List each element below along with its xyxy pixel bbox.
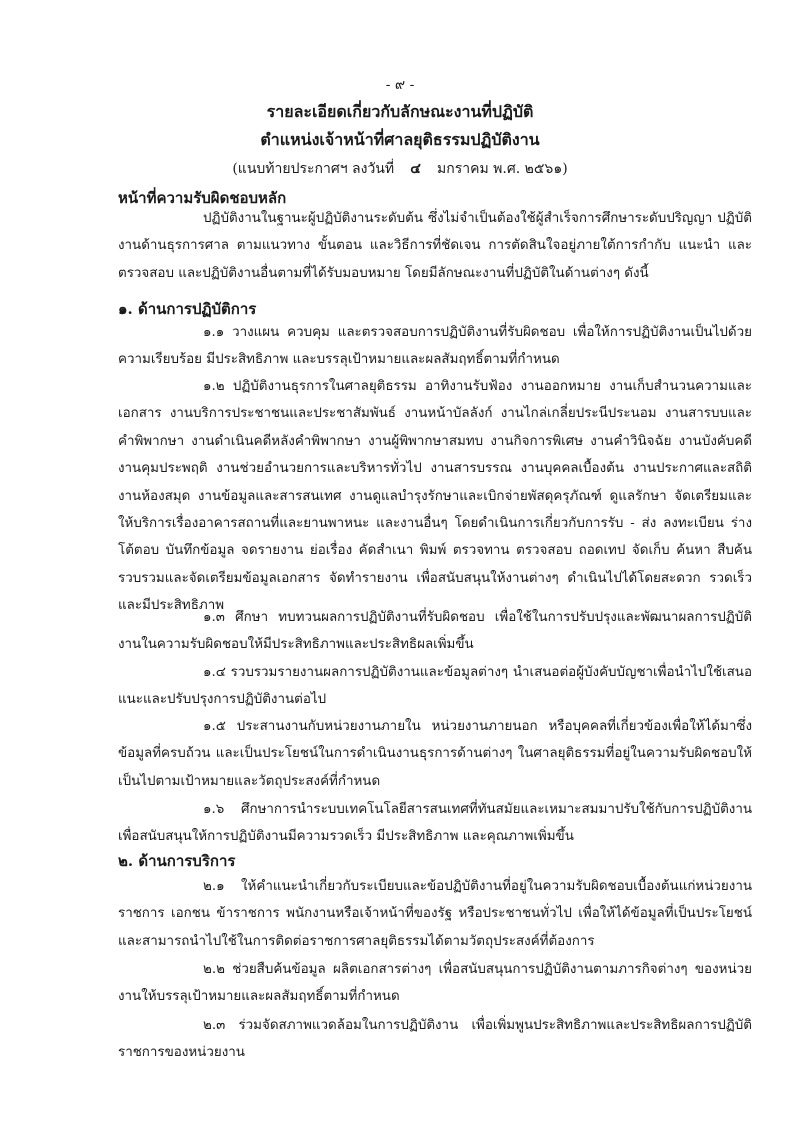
annex-suffix: มกราคม พ.ศ. ๒๕๖๑) (437, 161, 568, 177)
section2-item-3: ๒.๓ ร่วมจัดสภาพแวดล้อมในการปฏิบัติงาน เพื่อเพิ่มพูนประสิทธิภาพและประสิทธิผลการปฏิบัติราชการของหน่วยงาน (118, 1018, 752, 1061)
section2-item-2: ๒.๒ ช่วยสืบค้นข้อมูล ผลิตเอกสารต่างๆ เพื่อสนับสนุนการปฏิบัติงานตามภารกิจต่างๆ ของหน่วยงานให้บรรลุเป้าหมายและผลสัมฤทธิ์ตามที่กำหนด (118, 962, 752, 1005)
section2-heading: ๒. ด้านการบริการ (118, 852, 236, 870)
section1-item-5: ๑.๕ ประสานงานกับหน่วยงานภายใน หน่วยงานภายนอก หรือบุคคลที่เกี่ยวข้องเพื่อให้ได้มาซึ่งข้อมูลที่ครบถ้วน และเป็นประโยชน์ในการดำเนินงานธุรการด้านต่างๆ ในศาลยุติธรรมที่อยู่ในความรับผิดชอบให้เป็นไปตามเป้าหมายและวัตถุประสงค์ที่กำหนด (118, 719, 752, 789)
annex-date-line (0, 158, 800, 180)
annex-day: ๔ (410, 161, 421, 177)
section1-item-1: ๑.๑ วางแผน ควบคุม และตรวจสอบการปฏิบัติงานที่รับผิดชอบ เพื่อให้การปฏิบัติงานเป็นไปด้วยความเรียบร้อย มีประสิทธิภาพ และบรรลุเป้าหมายและผลสัมฤทธิ์ตามที่กำหนด (118, 325, 752, 368)
document-title: รายละเอียดเกี่ยวกับลักษณะงานที่ปฏิบัติ (266, 102, 534, 121)
section1-item-6: ๑.๖ ศึกษาการนำระบบเทคโนโลยีสารสนเทศที่ทันสมัยและเหมาะสมมาปรับใช้กับการปฏิบัติงาน เพื่อสนับสนุนให้การปฏิบัติงานมีความรวดเร็ว มีประสิทธิภาพ และคุณภาพเพิ่มขึ้น (118, 802, 752, 845)
section2-item-1: ๒.๑ ให้คำแนะนำเกี่ยวกับระเบียบและข้อปฏิบัติงานที่อยู่ในความรับผิดชอบเบื้องต้นแก่หน่วยงานราชการ เอกชน ข้าราชการ พนักงานหรือเจ้าหน้าที่ของรัฐ หรือประชาชนทั่วไป เพื่อให้ได้ข้อมูลที่เป็นประโยชน์และสามารถนำไปใช้ในการติดต่อราชการศาลยุติธรรมได้ตามวัตถุประสงค์ที่ต้องการ (118, 879, 752, 949)
position-title: ตำแหน่งเจ้าหน้าที่ศาลยุติธรรมปฏิบัติงาน (260, 130, 540, 149)
section1-item-2: ๑.๒ ปฏิบัติงานธุรการในศาลยุติธรรม อาทิงานรับฟ้อง งานออกหมาย งานเก็บสำนวนความและเอกสาร งานบริการประชาชนและประชาสัมพันธ์ งานหน้าบัลลังก์ งานไกล่เกลี่ยประนีประนอม งานสารบบและคำพิพากษา งานดำเนินคดีหลังคำพิพากษา งานผู้พิพากษาสมทบ งานกิจการพิเศษ งานคำวินิจฉัย งานบังคับคดีงานคุมประพฤติ งานช่วยอำนวยการและบริหารทั่วไป งานสารบรรณ งานบุคคลเบื้องต้น งานประกาศและสถิติ งานห้องสมุด งานข้อมูลและสารสนเทศ งานดูแลบำรุงรักษาและเบิกจ่ายพัสดุครุภัณฑ์ ดูแลรักษา จัดเตรียมและให้บริการเรื่องอาคารสถานที่และยานพาหนะ และงานอื่นๆ โดยดำเนินการเกี่ยวกับการรับ - ส่ง ลงทะเบียน ร่างโต้ตอบ บันทึกข้อมูล จดรายงาน ย่อเรื่อง คัดสำเนา พิมพ์ ตรวจทาน ตรวจสอบ ถอดเทป จัดเก็บ ค้นหา สืบค้น รวบรวมและจัดเตรียมข้อมูลเอกสาร จัดทำรายงาน เพื่อสนับสนุนให้งานต่างๆ ดำเนินไปได้โดยสะดวก รวดเร็ว และมีประสิทธิภาพ (118, 379, 752, 614)
section1-heading: ๑. ด้านการปฏิบัติการ (118, 300, 257, 318)
page-number: - ๙ - (385, 77, 415, 93)
section1-item-4: ๑.๔ รวบรวมรายงานผลการปฏิบัติงานและข้อมูลต่างๆ นำเสนอต่อผู้บังคับบัญชาเพื่อนำไปใช้เสนอแนะและปรับปรุงการปฏิบัติงานต่อไป (118, 665, 752, 708)
annex-prefix: (แนบท้ายประกาศฯ ลงวันที่ (232, 161, 395, 177)
intro-paragraph: ปฏิบัติงานในฐานะผู้ปฏิบัติงานระดับต้น ซึ่งไม่จำเป็นต้องใช้ผู้สำเร็จการศึกษาระดับปริญญา ปฏิบัติงานด้านธุรการศาล ตามแนวทาง ขั้นตอน และวิธีการที่ชัดเจน การตัดสินใจอยู่ภายใต้การกำกับ แนะนำ และตรวจสอบ และปฏิบัติงานอื่นตามที่ได้รับมอบหมาย โดยมีลักษณะงานที่ปฏิบัติในด้านต่างๆ ดังนี้ (118, 211, 752, 281)
section1-item-3: ๑.๓ ศึกษา ทบทวนผลการปฏิบัติงานที่รับผิดชอบ เพื่อใช้ในการปรับปรุงและพัฒนาผลการปฏิบัติงานในความรับผิดชอบให้มีประสิทธิภาพและประสิทธิผลเพิ่มขึ้น (118, 610, 752, 653)
main-responsibilities-heading: หน้าที่ความรับผิดชอบหลัก (118, 189, 287, 207)
